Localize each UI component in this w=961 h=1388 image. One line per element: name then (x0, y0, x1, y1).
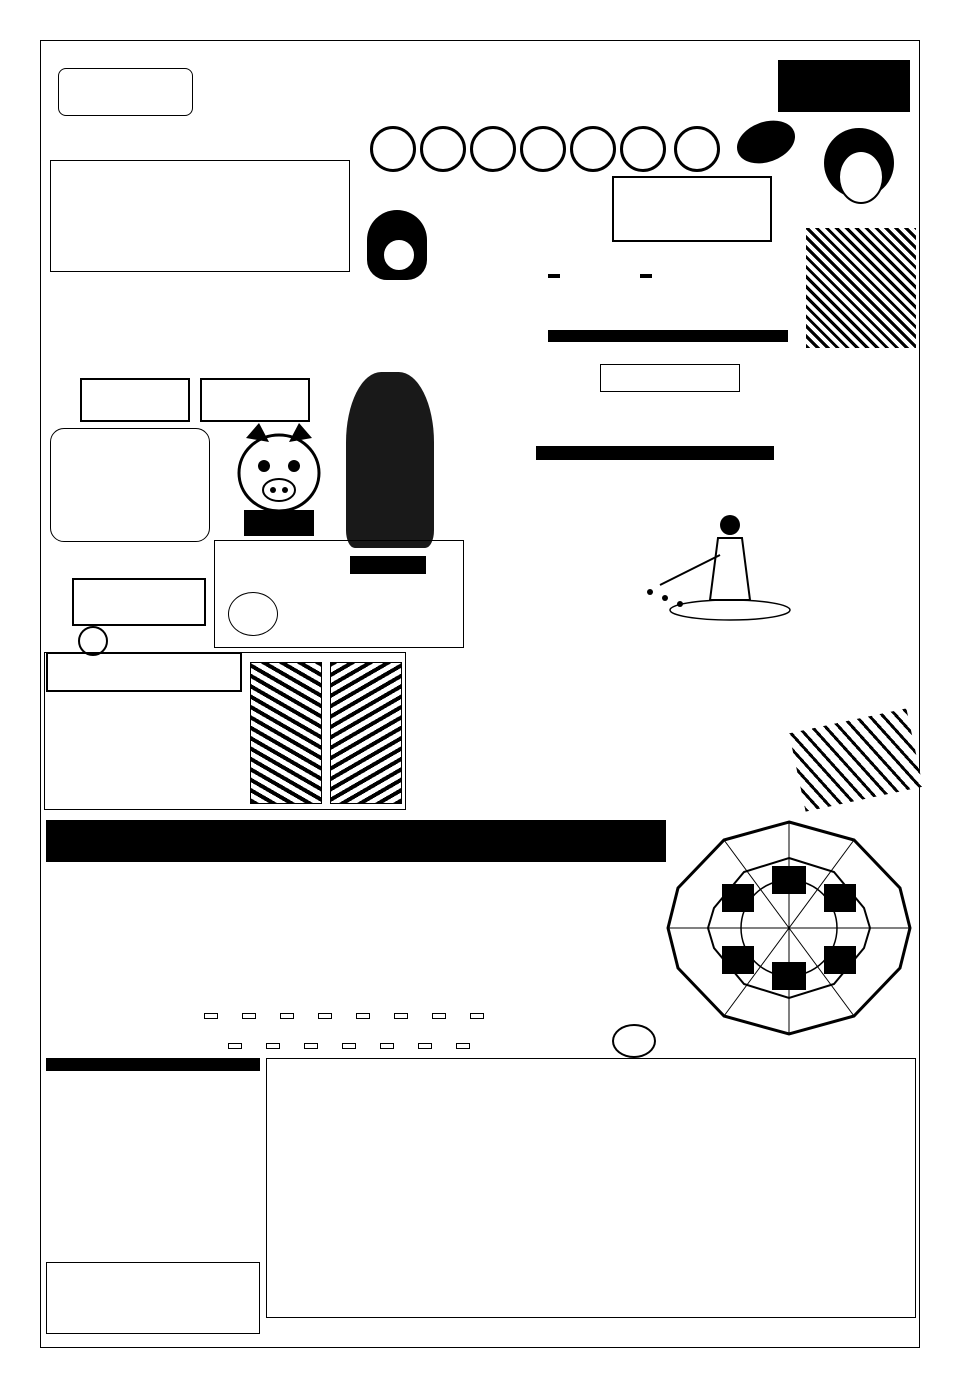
result-ball (370, 126, 416, 172)
results-table (46, 1058, 260, 1071)
result-ball (420, 126, 466, 172)
poem-box (72, 578, 206, 626)
tarot-card-fool (250, 662, 322, 804)
woman-photo-right (806, 118, 916, 348)
banner (46, 820, 666, 862)
sub-label (548, 274, 560, 278)
rt-poem-box (612, 176, 772, 242)
pig-illustration (224, 418, 334, 538)
table-header (47, 1059, 260, 1071)
tag-single (200, 378, 310, 422)
rt-divider (548, 330, 788, 342)
phone-title (600, 364, 740, 392)
fisherman-illustration (610, 500, 810, 630)
tarot-card-chariot (330, 662, 402, 804)
mid-stamp (228, 592, 278, 636)
history-row1 (192, 1004, 496, 1023)
special-ball (674, 126, 720, 172)
sub-text (640, 274, 652, 278)
question-mark (612, 1024, 656, 1058)
result-ball (620, 126, 666, 172)
right-watermark (924, 60, 938, 1340)
zodiac-wheel (664, 818, 914, 1038)
mid-code (350, 556, 426, 574)
left-watermark (24, 60, 38, 1340)
history-row2 (216, 1034, 482, 1053)
slogan-box (58, 68, 193, 116)
woman-photo (362, 210, 432, 300)
dancer-photo (346, 372, 434, 548)
dot-chart (266, 1058, 916, 1318)
small-box (50, 428, 210, 542)
badge (778, 60, 910, 112)
tag-small (80, 378, 190, 422)
result-ball (520, 126, 566, 172)
result-ball (570, 126, 616, 172)
result-ball (470, 126, 516, 172)
phone-nums-bar (536, 446, 774, 460)
result-balls (370, 126, 724, 172)
table-footer (46, 1262, 260, 1334)
